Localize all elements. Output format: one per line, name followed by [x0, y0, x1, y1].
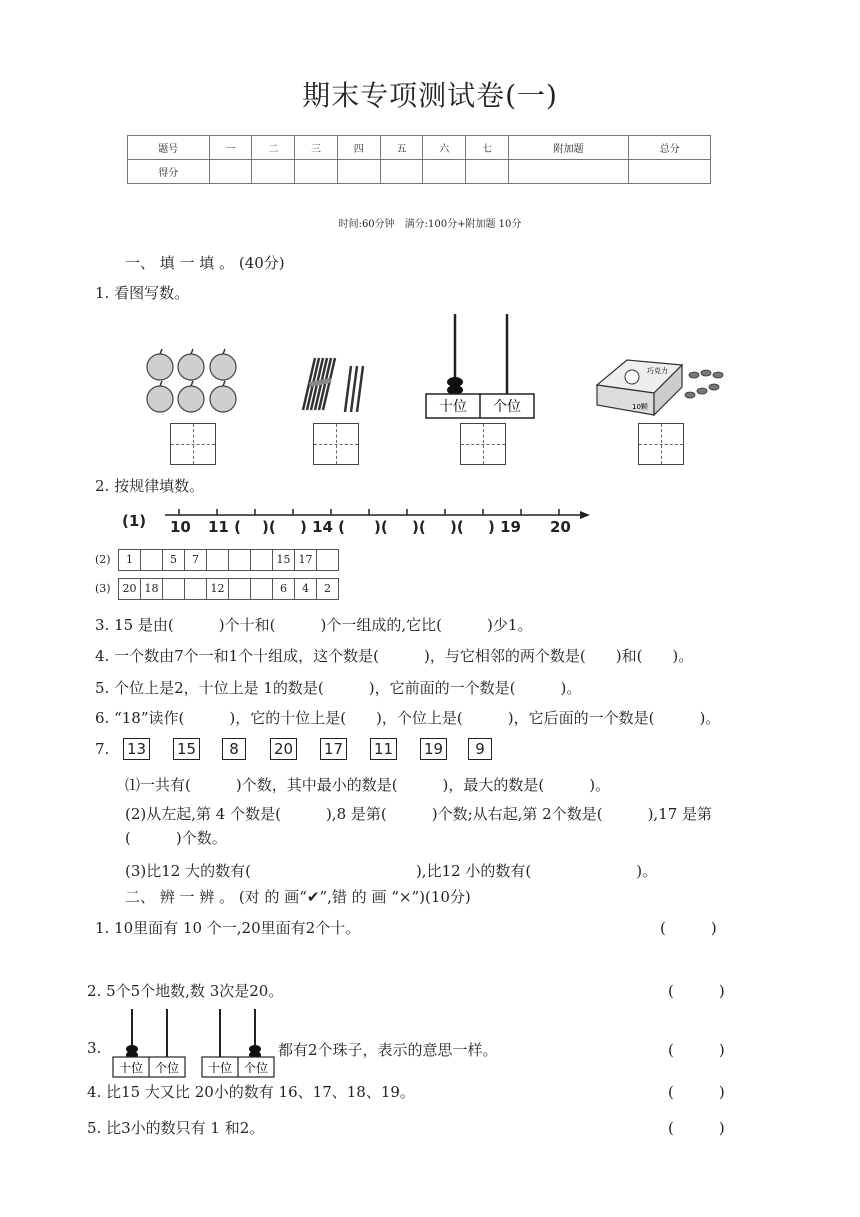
seq-cell[interactable]	[206, 549, 229, 571]
choco-label: 巧克力	[647, 367, 668, 375]
seq-cell: 5	[162, 549, 185, 571]
score-cell[interactable]	[423, 160, 466, 184]
page-title: 期末专项测试卷(一)	[302, 79, 558, 112]
answer-box-abacus[interactable]	[460, 423, 506, 465]
exam-meta: 时间:60分钟 满分:100分+附加题 10分	[338, 219, 522, 230]
number-card: 20	[270, 738, 297, 760]
answer-box-apples[interactable]	[170, 423, 216, 465]
question-3: 3. 15 是由( )个十和( )个一组成的,它比( )少1。	[95, 616, 533, 634]
number-card: 11	[370, 738, 397, 760]
answer-box-chocolate[interactable]	[638, 423, 684, 465]
sticks-bundle-image	[295, 350, 370, 415]
seq-cell[interactable]	[250, 549, 273, 571]
number-card: 17	[320, 738, 347, 760]
judge3-label-ones-2: 个位	[243, 1061, 269, 1075]
seq-cell: 18	[140, 578, 163, 600]
seq-cell: 2	[316, 578, 339, 600]
seq-cell: 12	[206, 578, 229, 600]
chocolate-box-image	[592, 355, 732, 420]
seq-cell[interactable]	[228, 549, 251, 571]
score-header-cell: 七	[466, 136, 509, 160]
numline-label: (1)	[122, 512, 147, 530]
question-7-2: (2)从左起,第 4 个数是( ),8 是第( )个数;从右起,第 2个数是( ),17 是第	[125, 805, 713, 823]
judge-item-2: 2. 5个5个地数,数 3次是20。	[87, 982, 284, 1000]
seq3-label: (3)	[95, 582, 111, 595]
judge-item-1: 1. 10里面有 10 个一,20里面有2个十。	[95, 919, 361, 937]
judge-item-5: 5. 比3小的数只有 1 和2。	[87, 1119, 265, 1137]
score-header-cell: 二	[252, 136, 295, 160]
judge-item-3-text: 都有2个珠子，表示的意思一样。	[278, 1041, 498, 1059]
judge-answer-1[interactable]: ( )	[660, 919, 717, 937]
score-cell[interactable]	[508, 160, 628, 184]
number-card: 9	[468, 738, 492, 760]
judge-answer-3[interactable]: ( )	[668, 1041, 725, 1059]
judge-item-3: 3.	[87, 1039, 102, 1057]
choco-sublabel: 10颗	[632, 403, 648, 411]
numline-item: 20	[550, 518, 571, 536]
numline-item: )(	[450, 518, 464, 536]
seq-cell: 4	[294, 578, 317, 600]
judge3-abacus-pair	[112, 1007, 277, 1079]
judge-answer-4[interactable]: ( )	[668, 1083, 725, 1101]
numline-item: ) 19	[488, 518, 521, 536]
seq-cell: 15	[272, 549, 295, 571]
score-cell[interactable]	[252, 160, 295, 184]
score-cell[interactable]	[629, 160, 711, 184]
number-card: 15	[173, 738, 200, 760]
question-7-label: 7.	[95, 740, 110, 758]
score-cell[interactable]	[295, 160, 338, 184]
question-7-2-cont: ( )个数。	[125, 829, 227, 847]
seq-cell: 20	[118, 578, 141, 600]
question-5: 5. 个位上是2，十位上是 1的数是( )，它前面的一个数是( )。	[95, 679, 582, 697]
question-4: 4. 一个数由7个一和1个十组成，这个数是( )，与它相邻的两个数是( )和( )。	[95, 647, 694, 665]
question-7-1: ⑴一共有( )个数，其中最小的数是( )，最大的数是( )。	[125, 776, 611, 794]
score-header-cell: 题号	[128, 136, 210, 160]
sequence-2	[119, 549, 339, 571]
judge-answer-2[interactable]: ( )	[668, 982, 725, 1000]
section2-heading: 二、 辨 一 辨 。 (对 的 画“✔”,错 的 画 “×”)(10分)	[125, 888, 471, 906]
numline-item: )(	[412, 518, 426, 536]
score-cell[interactable]	[380, 160, 423, 184]
abacus-image	[425, 312, 537, 420]
judge-answer-5[interactable]: ( )	[668, 1119, 725, 1137]
score-header-cell: 六	[423, 136, 466, 160]
question-7-3: (3)比12 大的数有( ),比12 小的数有( )。	[125, 862, 658, 880]
numline-item: )(	[374, 518, 388, 536]
score-cell[interactable]	[209, 160, 252, 184]
score-header-cell: 总分	[629, 136, 711, 160]
apples-image	[140, 345, 245, 417]
score-header-row	[128, 136, 711, 160]
seq-cell[interactable]	[316, 549, 339, 571]
number-card: 13	[123, 738, 150, 760]
number-card: 8	[222, 738, 246, 760]
numline-item: 11 (	[208, 518, 241, 536]
seq-cell[interactable]	[162, 578, 185, 600]
numline-item: ) 14 (	[300, 518, 346, 536]
question-2: 2. 按规律填数。	[95, 477, 205, 495]
seq2-label: (2)	[95, 553, 111, 566]
abacus-label-ones: 个位	[493, 399, 521, 415]
seq-cell[interactable]	[250, 578, 273, 600]
answer-box-sticks[interactable]	[313, 423, 359, 465]
seq-cell[interactable]	[228, 578, 251, 600]
score-table	[127, 135, 711, 184]
numline-item: )(	[262, 518, 276, 536]
score-cell[interactable]	[337, 160, 380, 184]
score-header-cell: 五	[380, 136, 423, 160]
judge3-label-tens-2: 十位	[207, 1061, 233, 1075]
score-header-cell: 一	[209, 136, 252, 160]
score-cell[interactable]	[466, 160, 509, 184]
seq-cell: 17	[294, 549, 317, 571]
seq-cell: 7	[184, 549, 207, 571]
judge3-label-tens: 十位	[118, 1061, 144, 1075]
number-line	[120, 505, 595, 541]
score-header-cell: 四	[337, 136, 380, 160]
judge-item-4: 4. 比15 大又比 20小的数有 16、17、18、19。	[87, 1083, 415, 1101]
numline-item: 10	[170, 518, 191, 536]
score-header-cell: 附加题	[508, 136, 628, 160]
judge3-label-ones: 个位	[154, 1061, 180, 1075]
sequence-3	[119, 578, 339, 600]
score-row	[128, 160, 711, 184]
section1-heading: 一、 填 一 填 。 (40分)	[125, 254, 285, 272]
score-header-cell: 三	[295, 136, 338, 160]
number-card: 19	[420, 738, 447, 760]
question-1: 1. 看图写数。	[95, 284, 190, 302]
seq-cell[interactable]	[184, 578, 207, 600]
seq-cell: 6	[272, 578, 295, 600]
score-row-label: 得分	[128, 160, 210, 184]
seq-cell: 1	[118, 549, 141, 571]
abacus-label-tens: 十位	[439, 399, 467, 415]
question-6: 6. “18”读作( )，它的十位上是( )，个位上是( )，它后面的一个数是( )。	[95, 709, 721, 727]
seq-cell[interactable]	[140, 549, 163, 571]
